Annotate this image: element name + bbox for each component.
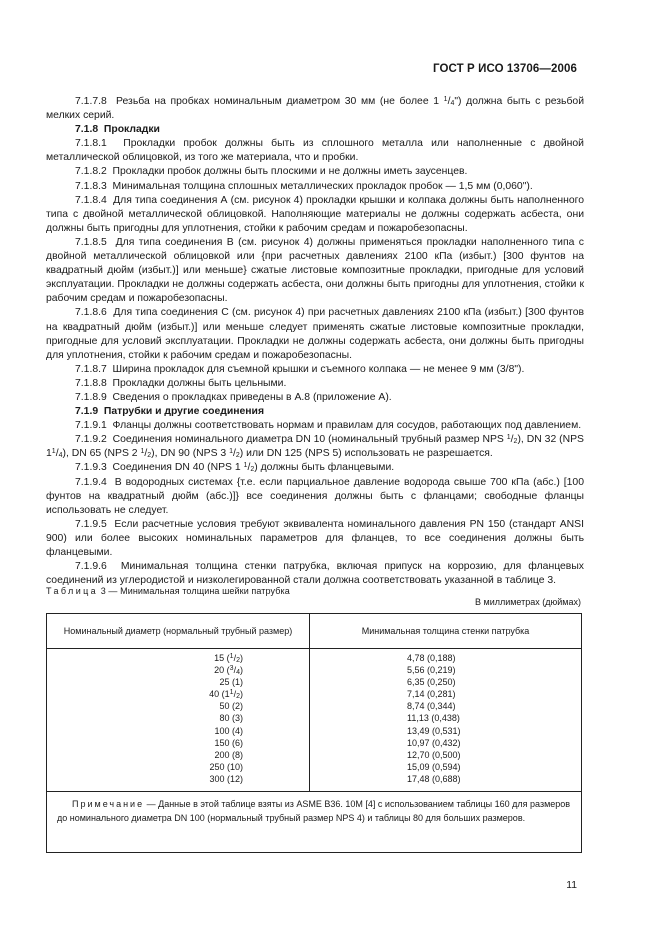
table-cell-min-thickness: 11,13 (0,438) (407, 713, 460, 724)
body-text (46, 95, 584, 588)
table-cell-min-thickness: 6,35 (0,250) (407, 677, 456, 688)
table-cell-min-thickness: 7,14 (0,281) (407, 689, 456, 700)
table-cell-min-thickness: 10,97 (0,432) (407, 737, 461, 748)
table-cell-nominal-diameter: 50 (2) (219, 701, 243, 712)
table-cell-min-thickness: 8,74 (0,344) (407, 701, 456, 712)
table-cell-nominal-diameter: 250 (10) (209, 761, 243, 772)
clause-paragraph: 7.1.9.5 Если расчетные условия требуют эквивалента номинального давления PN 150 (стандарт ANSI 900) или более высоких номинальных параметров для фланцев, то все соединения должны быть фланцевыми. (46, 518, 584, 558)
table-note-divider (47, 791, 581, 792)
table-units: В миллиметрах (дюймах) (475, 597, 581, 607)
table-caption-label: Таблица (46, 586, 99, 596)
clause-paragraph: 7.1.8.8 Прокладки должны быть цельными. (75, 377, 287, 389)
page-number: 11 (566, 880, 577, 891)
table-cell-nominal-diameter: 25 (1) (219, 677, 243, 688)
clause-paragraph: 7.1.8.3 Минимальная толщина сплошных металлических прокладок пробок — 1,5 мм (0,060"). (75, 180, 533, 192)
table-note (57, 797, 571, 825)
table-cell-nominal-diameter: 15 $(^1/_2)$ (214, 653, 243, 664)
clause-paragraph: 7.1.8.4 Для типа соединения А (см. рисунок 4) прокладки крышки и колпака должны быть наполненного типа с двойной металлической облицовкой. Наполняющие материалы не должны содержать асбеста, они должны быть пригодны для уплотнения, стойки к рабочим средам и пожаробезопасны. (46, 194, 584, 234)
section-heading: 7.1.9 Патрубки и другие соединения (75, 406, 265, 418)
table-cell-min-thickness: 17,48 (0,688) (407, 773, 461, 784)
clause-paragraph: 7.1.9.1 Фланцы должны соответствовать нормам и правилам для сосудов, работающих под давлением. (75, 420, 582, 432)
table-cell-nominal-diameter: 40 $(1^1/_2)$ (209, 689, 243, 701)
clause-paragraph: 7.1.8.5 Для типа соединения В (см. рисунок 4) должны применяться прокладки наполненного типа с двойной металлической облицовкой или {при расчетных давлениях 2100 кПа (избыт.) [300 фунтов на квадратный дюйм (избыт.)] или меньше} сжатые листовые композитные прокладки, пригодные для условий эксплуатации. Прокладки не должны содержать асбеста, они должны быть пригодны для уплотнения, стойки к рабочим средам и пожаробезопасны. (46, 236, 584, 305)
clause-paragraph: 7.1.9.3 Соединения DN 40 (NPS 1 $^1/_2$) должны быть фланцевыми. (75, 462, 395, 474)
table-cell-nominal-diameter: 200 (8) (214, 749, 243, 760)
clause-paragraph: 7.1.8.1 Прокладки пробок должны быть из сплошного металла или наполненные с двойной металлической облицовкой, из того же материала, что и пробки. (46, 138, 584, 164)
clause-paragraph: 7.1.9.2 Соединения номинального диаметра DN 10 (номинальный трубный размер NPS $^1/_2$), DN 32 (NPS $1^1/_4$), DN 65 (NPS 2 $^1/_2$), DN 90 (NPS 3 $^1/_2$) или DN 125 (NPS 5) использовать не разрешается. (46, 434, 584, 460)
min-thickness-column (407, 652, 461, 785)
table-header-nominal-diameter: Номинальный диаметр (нормальный трубный размер) (63, 626, 293, 636)
table-cell-min-thickness: 15,09 (0,594) (407, 761, 461, 772)
nominal-diameter-column (209, 652, 243, 785)
clause-paragraph: 7.1.7.8 Резьба на пробках номинальным диаметром 30 мм (не более 1 $^1/_4$") должна быть с резьбой мелких серий. (46, 96, 584, 122)
clause-paragraph: 7.1.9.6 Минимальная толщина стенки патрубка, включая припуск на коррозию, для фланцевых соединений из углеродистой и низколегированной стали должна соответствовать указанной в таблице 3. (46, 561, 584, 587)
table-cell-nominal-diameter: 300 (12) (209, 773, 243, 784)
table-header-min-thickness: Минимальная толщина стенки патрубка (361, 626, 530, 636)
table-note-text: — Данные в этой таблице взяты из ASME B36. 10M [4] с использованием таблицы 160 для размеров до номинального диаметра DN 100 (нормальный трубный размер NPS 4) и таблицы 80 для больших размеров. (57, 799, 571, 824)
clause-paragraph: 7.1.9.4 В водородных системах {т.е. если парциальное давление водорода свыше 700 кПа (абс.) [100 фунтов на квадратный дюйм (абс.)]} все соединения должны быть с фланцами; свободные фланцы использовать не следует. (46, 476, 584, 516)
table-cell-nominal-diameter: 80 (3) (219, 713, 243, 724)
clause-paragraph: 7.1.8.2 Прокладки пробок должны быть плоскими и не должны иметь заусенцев. (75, 166, 468, 178)
clause-paragraph: 7.1.8.6 Для типа соединения С (см. рисунок 4) при расчетных давлениях 2100 кПа (избыт.) [300 фунтов на квадратный дюйм (избыт.)] или меньше следует применять сжатые листовые композитные прокладки, пригодные для условий эксплуатации. Прокладки не должны содержать асбеста, они должны быть пригодны для уплотнения, стойки к рабочим средам и пожаробезопасны. (46, 307, 584, 361)
clause-paragraph: 7.1.8.7 Ширина прокладок для съемной крышки и съемного колпака — не менее 9 мм (3/8"). (75, 363, 525, 375)
section-heading: 7.1.8 Прокладки (75, 124, 160, 136)
table-cell-nominal-diameter: 20 $(^3/_4)$ (214, 665, 243, 677)
table-cell-min-thickness: 5,56 (0,219) (407, 665, 456, 676)
table-note-label: Примечание (72, 799, 145, 809)
standard-header: ГОСТ Р ИСО 13706—2006 (432, 63, 577, 75)
table-caption-title: 3 — Минимальная толщина шейки патрубка (100, 586, 290, 596)
table-cell-nominal-diameter: 100 (4) (214, 725, 243, 736)
nozzle-thickness-table (46, 613, 582, 853)
table-caption (46, 586, 290, 596)
table-cell-min-thickness: 13,49 (0,531) (407, 725, 461, 736)
table-cell-nominal-diameter: 150 (6) (214, 737, 243, 748)
table-cell-min-thickness: 12,70 (0,500) (407, 749, 461, 760)
table-cell-min-thickness: 4,78 (0,188) (407, 653, 456, 663)
clause-paragraph: 7.1.8.9 Сведения о прокладках приведены в А.8 (приложение А). (75, 391, 392, 403)
table-header-divider (47, 648, 581, 649)
